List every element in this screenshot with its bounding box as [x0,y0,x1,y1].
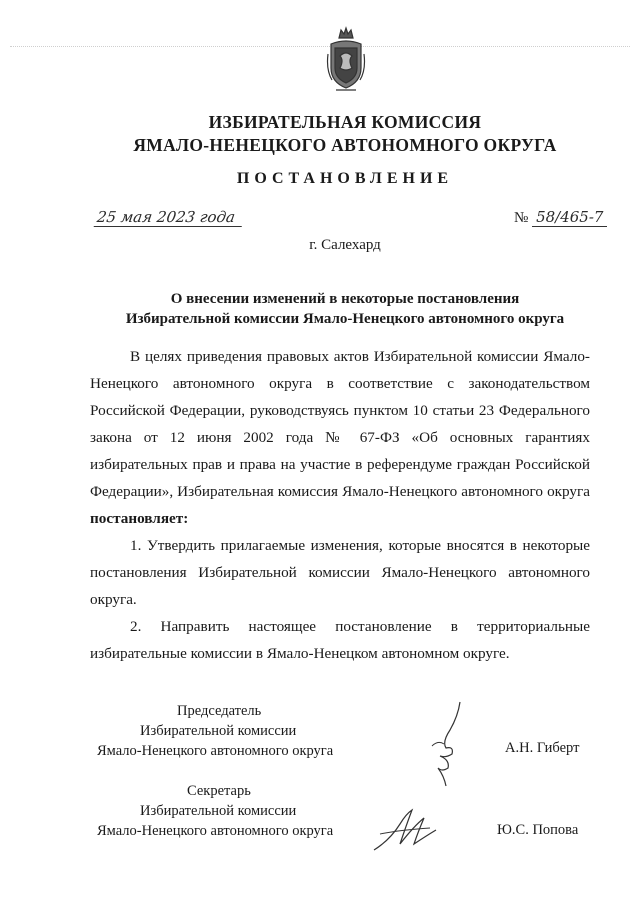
coat-of-arms-icon [326,24,366,96]
subject-line1: О внесении изменений в некоторые постановления [170,291,520,307]
document-number [514,208,607,227]
secretary-title-line1: Секретарь [187,783,251,799]
chair-title-line2: Избирательной комиссии [140,723,297,739]
secretary-title-line2: Избирательной комиссии [140,803,297,819]
organization-name-line1: ИЗБИРАТЕЛЬНАЯ КОМИССИЯ [208,112,482,132]
document-body [90,343,590,667]
resolves-keyword: постановляет: [90,510,189,527]
scan-artifact-line [10,46,630,47]
resolution-item-1: 1. Утвердить прилагаемые изменения, которые вносятся в некоторые постановления Избирательной комиссии Ямало-Ненецкого автономного округа. [90,537,590,608]
document-type-title: ПОСТАНОВЛЕНИЕ [236,170,454,187]
chair-title-line1: Председатель [177,703,262,719]
secretary-title-line3: Ямало-Ненецкого автономного округа [97,823,334,839]
secretary-name: Ю.С. Попова [497,822,579,838]
preamble-paragraph [90,343,590,532]
secretary-signature-icon [370,800,440,860]
resolution-item-2: 2. Направить настоящее постановление в территориальные избирательные комиссии в Ямало-Ненецком автономном округе. [90,618,590,662]
chair-signature-icon [420,696,470,792]
preamble-text: В целях приведения правовых актов Избирательной комиссии Ямало-Ненецкого автономного округа в соответствие с законодательством Российской Федерации, руководствуясь пунктом 10 статьи 23 Федерального закона от 12 июня 2002 года № 67-ФЗ «Об основных гарантиях избирательных прав и права на участие в референдуме граждан Российской Федерации», Избирательная комиссия Ямало-Ненецкого автономного округа [90,348,590,500]
number-value: 58/465-7 [532,208,607,227]
chair-title-line3: Ямало-Ненецкого автономного округа [97,743,334,759]
chair-name: А.Н. Гиберт [505,740,580,756]
document-date: 25 мая 2023 года [94,208,245,227]
number-prefix: № [514,210,529,226]
organization-name-line2: ЯМАЛО-НЕНЕЦКОГО АВТОНОМНОГО ОКРУГА [133,135,557,155]
subject-line2: Избирательной комиссии Ямало-Ненецкого автономного округа [125,311,565,327]
city: г. Салехард [309,237,381,253]
